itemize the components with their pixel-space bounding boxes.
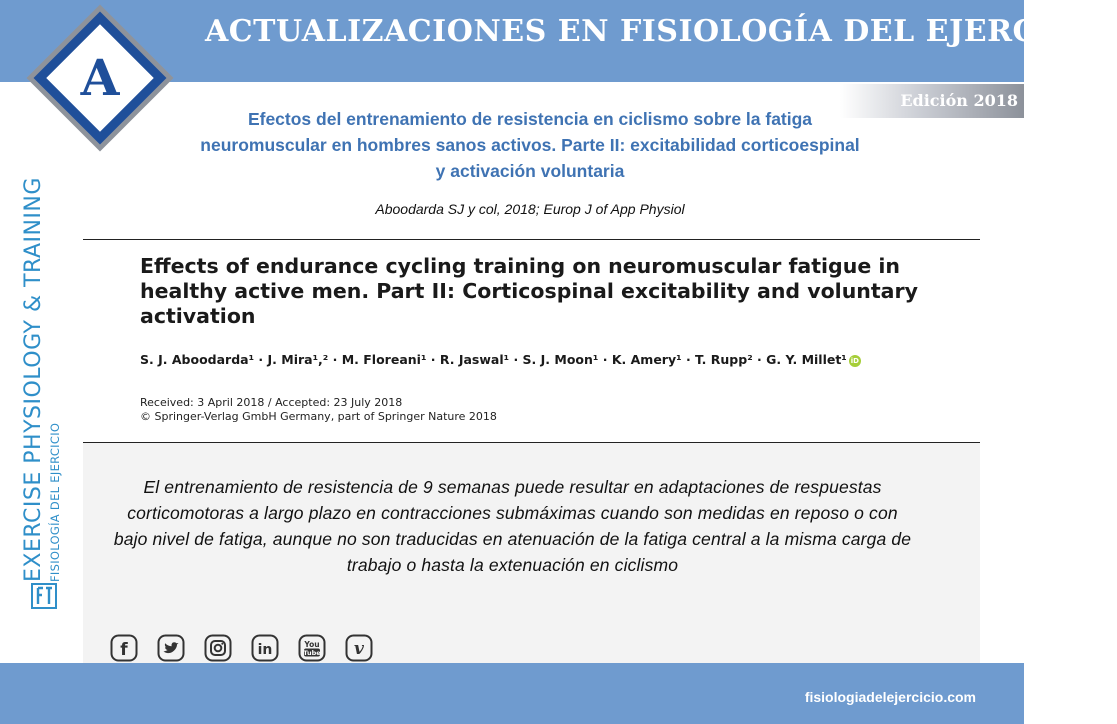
page-header-title: ACTUALIZACIONES EN FISIOLOGÍA DEL EJERCICIO: [205, 14, 1117, 49]
svg-text:You: You: [304, 640, 320, 649]
linkedin-icon[interactable]: [251, 634, 279, 662]
paper-received: Received: 3 April 2018 / Accepted: 23 July 2018: [140, 396, 403, 409]
paper-dates: [140, 396, 497, 424]
article-citation: Aboodarda SJ y col, 2018; Europ J of App Physiol: [375, 201, 685, 217]
svg-text:v: v: [354, 639, 364, 659]
edition-label: Edición 2018: [900, 91, 1018, 110]
svg-text:in: in: [257, 642, 273, 658]
side-brand-sub: FISIOLOGÍA DEL EJERCICIO: [48, 422, 62, 582]
brand-mark-icon: [31, 583, 57, 609]
instagram-icon[interactable]: [204, 634, 232, 662]
top-divider: [83, 239, 980, 240]
logo-a-icon: [20, 0, 180, 160]
paper-authors-text: S. J. Aboodarda¹ · J. Mira¹,² · M. Floreani¹ · R. Jaswal¹ · S. J. Moon¹ · K. Amery¹ · T. Rupp² · G. Y. Millet¹: [140, 352, 847, 367]
svg-text:f: f: [120, 640, 128, 660]
svg-text:Tube: Tube: [303, 649, 321, 657]
orcid-icon[interactable]: iD: [850, 356, 859, 365]
paper-copyright: © Springer-Verlag GmbH Germany, part of Springer Nature 2018: [140, 410, 497, 423]
footer-bar: [0, 663, 1024, 724]
edition-band: [840, 84, 1024, 118]
side-brand-main: EXERCISE PHYSIOLOGY & TRAINING: [21, 177, 46, 582]
paper-title: Effects of endurance cycling training on neuromuscular fatigue in healthy active men. Part II: Corticospinal excitability and voluntary activation: [140, 254, 918, 328]
summary-text: El entrenamiento de resistencia de 9 semanas puede resultar en adaptaciones de respuestas corticomotoras a largo plazo en contracciones submáximas cuando son medidas en reposo o con bajo nivel de fatiga, aunque no son traducidas en atenuación de la fatiga central a la misma carga de trabajo o hasta la extenuación en ciclismo: [113, 477, 912, 575]
article-title: Efectos del entrenamiento de resistencia en ciclismo sobre la fatiga neuromuscular en hombres sanos activos. Parte II: excitabilidad corticoespinal y activación voluntaria: [200, 109, 860, 181]
logo-letter: A: [80, 48, 120, 107]
youtube-icon[interactable]: [298, 634, 326, 662]
facebook-icon[interactable]: [110, 634, 138, 662]
paper-authors: [140, 352, 940, 367]
footer-site-link[interactable]: fisiologiadelejercicio.com: [804, 689, 976, 705]
vimeo-icon[interactable]: [345, 634, 373, 662]
twitter-icon[interactable]: [157, 634, 185, 662]
